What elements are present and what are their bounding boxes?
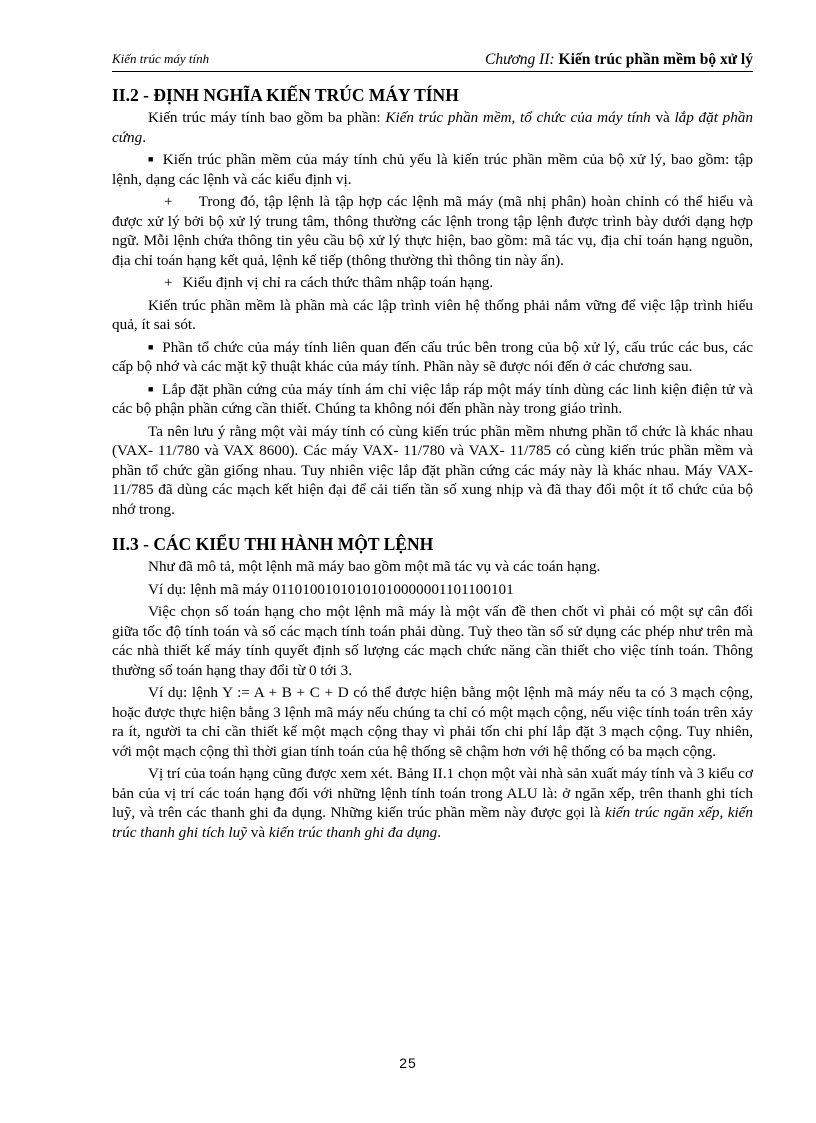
text: và <box>246 823 269 841</box>
paragraph: Như đã mô tả, một lệnh mã máy bao gồm một mã tác vụ và các toán hạng. <box>148 558 601 575</box>
text: Vị trí của toán hạng cũng được xem xét. Bảng II.1 chọn một vài nhà sản xuất máy tính và 3 kiểu cơ bản của vị trí các toán hạng đối với những lệnh tính toán trong ALU là: ở ngăn xếp, trên thanh ghi tích luỹ, và trên các thanh ghi đa dụng. Những kiến trúc phần mềm này được gọi là <box>112 765 753 821</box>
running-header <box>112 49 753 72</box>
paragraph <box>112 764 753 842</box>
text: . <box>437 823 442 841</box>
plus-icon: + <box>164 274 173 291</box>
emphasis: kiến trúc ngăn xếp <box>604 804 720 821</box>
paragraph: Ví dụ: lệnh Y := A + B + C + D có thể được hiện bằng một lệnh mã máy nếu ta có 3 mạch cộng, hoặc được thực hiện bằng 3 lệnh mã máy nếu chúng ta chỉ có một mạch cộng, nếu việc tính toán trên xảy ra ít, người ta chỉ cần thiết kế một mạch cộng thay vì phải tốn chi phí lắp đặt 3 mạch cộng. Tuy nhiên, với một mạch cộng thì thời gian tính toán của hệ thống sẽ chậm hơn với hệ thống có ba mạch cộng. <box>112 684 753 760</box>
paragraph <box>112 108 753 147</box>
bullet-text: Phần tổ chức của máy tính liên quan đến cấu trúc bên trong của bộ xử lý, cấu trúc các bus, các cấp bộ nhớ và các mặt kỹ thuật khác của máy tính. Phần này sẽ được nói đến ở các chương sau. <box>112 338 753 375</box>
plus-text: Kiểu định vị chỉ ra cách thức thâm nhập toán hạng. <box>182 274 494 291</box>
emphasis: Kiến trúc phần mềm, tổ chức của máy tính <box>385 109 651 126</box>
square-bullet-icon: ■ <box>148 154 155 164</box>
paragraph: Việc chọn số toán hạng cho một lệnh mã máy là một vấn đề then chốt vì phải có một sự cân đối giữa tốc độ tính toán và số các mạch tính toán phải dùng. Tuỳ theo tần số sử dụng các phép như trên mà các nhà thiết kế máy tính quyết định số lượng các mạch chức năng cần thiết cho việc tính toán. Thông thường số toán hạng thay đổi từ 0 tới 3. <box>112 603 753 679</box>
plus-paragraph <box>112 192 753 270</box>
square-bullet-icon: ■ <box>148 341 155 352</box>
bullet-text: Kiến trúc phần mềm của máy tính chủ yếu là kiến trúc phần mềm của bộ xử lý, bao gồm: tập lệnh, dạng các lệnh và các kiểu định vị. <box>112 151 753 188</box>
text: , <box>719 804 728 821</box>
plus-text: Trong đó, tập lệnh là tập hợp các lệnh mã máy (mã nhị phân) hoàn chỉnh có thể hiểu và được xử lý bởi bộ xử lý trung tâm, thông thường các lệnh trong tập lệnh được trình bày dưới dạng hợp ngữ. Mỗi lệnh chứa thông tin yêu cầu bộ xử lý thực hiện, bao gồm: mã tác vụ, địa chỉ toán hạng nguồn, địa chỉ toán hạng kết quả, lệnh kế tiếp (thông thường thì thông tin này ẩn). <box>112 193 753 269</box>
plus-paragraph <box>112 273 753 293</box>
chapter-title: Kiến trúc phần mềm bộ xử lý <box>558 51 753 68</box>
bullet-paragraph <box>112 150 753 189</box>
plus-icon: + <box>164 193 173 210</box>
section-heading-3: II.3 - CÁC KIỂU THI HÀNH MỘT LỆNH <box>112 534 434 554</box>
paragraph: Kiến trúc phần mềm là phần mà các lập trình viên hệ thống phải nắm vững để việc lập trình hiểu quả, ít sai sót. <box>112 296 753 333</box>
page-body <box>112 84 753 845</box>
page-number: 25 <box>399 1055 417 1071</box>
emphasis: kiến trúc thanh ghi tích luỹ <box>112 804 753 841</box>
paragraph: Ta nên lưu ý rằng một vài máy tính có cùng kiến trúc phần mềm nhưng phần tổ chức là khác nhau (VAX- 11/780 và VAX 8600). Các máy VAX- 11/780 và VAX- 11/785 có cùng kiến trúc phần mềm và phần tổ chức gần giống nhau. Tuy nhiên việc lắp đặt phần cứng các máy này là khác nhau. Máy VAX- 11/785 đã dùng các mạch kết hiện đại để cải tiến tần số xung nhịp và đã thay đổi một ít tổ chức của bộ nhớ trong. <box>112 422 753 518</box>
section-heading-2: II.2 - ĐỊNH NGHĨA KIẾN TRÚC MÁY TÍNH <box>112 85 459 105</box>
bullet-paragraph <box>112 380 753 419</box>
chapter-label: Chương II: <box>484 51 555 68</box>
book-title: Kiến trúc máy tính <box>112 51 210 66</box>
square-bullet-icon: ■ <box>148 383 154 394</box>
bullet-text: Lắp đặt phần cứng của máy tính ám chỉ việc lắp ráp một máy tính dùng các linh kiện điện tử và các bộ phận phần cứng cần thiết. Chúng ta không nói đến phần này trong giáo trình. <box>112 380 753 417</box>
emphasis: kiến trúc thanh ghi đa dụng <box>268 823 438 841</box>
text: Kiến trúc máy tính bao gồm ba phần: <box>148 109 386 126</box>
text: . <box>142 128 147 146</box>
emphasis: lắp đặt phần cứng <box>112 109 753 146</box>
example-line: Ví dụ: lệnh mã máy 01101001010101010000001101100101 <box>148 580 514 598</box>
chapter-heading <box>485 51 753 69</box>
bullet-paragraph <box>112 338 753 377</box>
text: và <box>650 109 675 126</box>
